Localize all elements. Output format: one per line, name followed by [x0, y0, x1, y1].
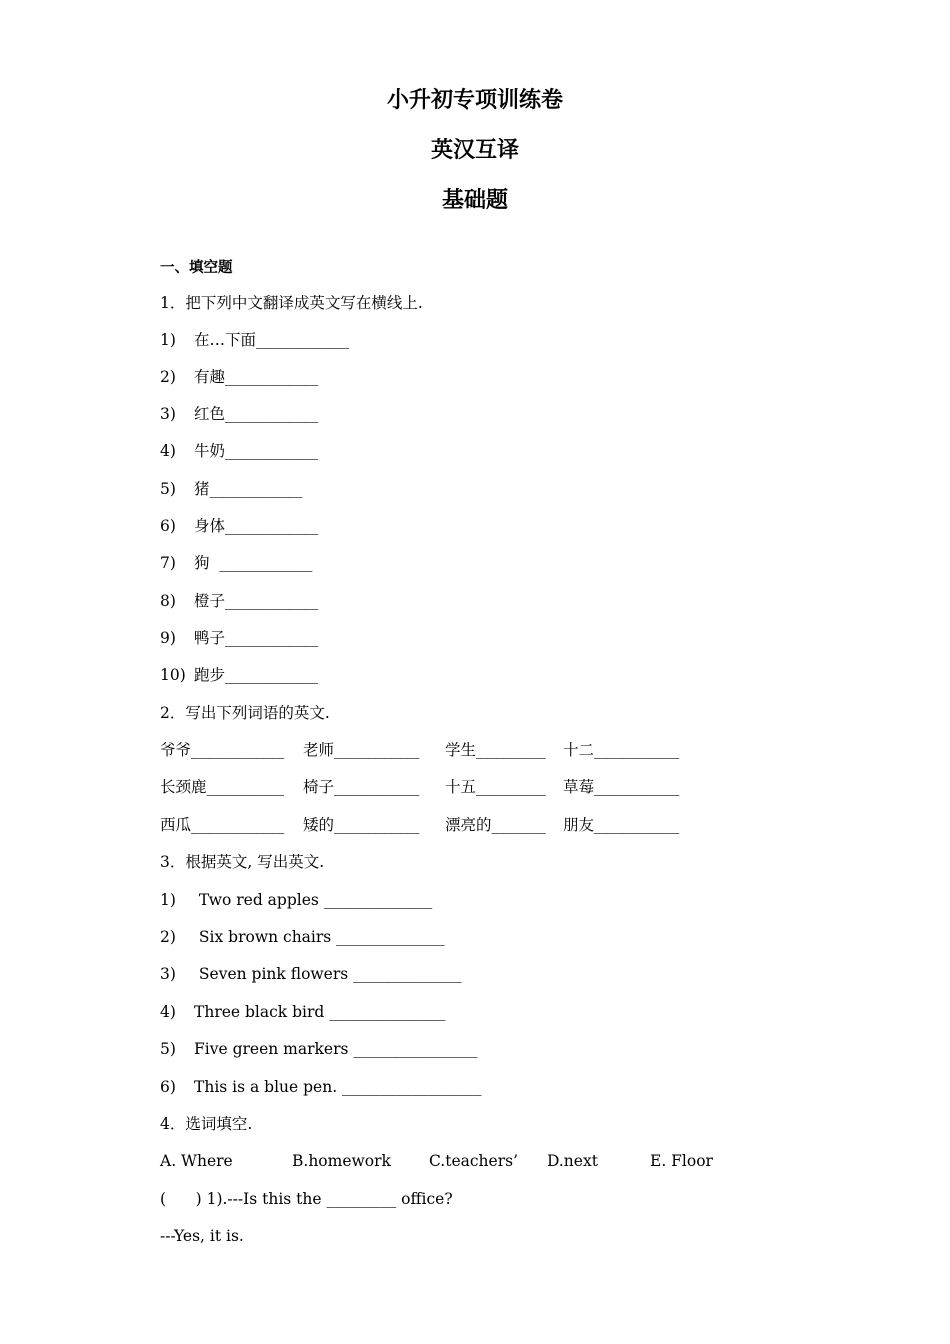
q1-item	[160, 367, 318, 387]
q1-prompt: 1．把下列中文翻译成英文写在横线上.	[160, 294, 423, 312]
item-number: 5)	[160, 480, 176, 498]
item-number: 9)	[160, 629, 176, 647]
item-text: 在…下面____________	[194, 331, 350, 349]
item-number: 6)	[160, 517, 176, 535]
item-text: 猪____________	[194, 480, 303, 498]
q3-item	[160, 927, 445, 947]
q2-cell: 十二___________	[563, 741, 680, 759]
q2-cell: 朋友___________	[563, 816, 680, 834]
q3-prompt: 3．根据英文, 写出英文.	[160, 853, 325, 871]
item-text: 红色____________	[194, 405, 319, 423]
item-text: Two red apples ______________	[194, 891, 433, 909]
q3-item	[160, 1039, 477, 1059]
item-number: 2)	[160, 368, 176, 386]
item-text: 跑步____________	[194, 666, 319, 684]
q2-cell: 长颈鹿__________	[160, 778, 285, 796]
item-text: This is a blue pen. __________________	[194, 1078, 482, 1096]
q4-answer: ---Yes, it is.	[160, 1227, 244, 1245]
doc-subtitle: 英汉互译	[430, 138, 519, 163]
item-text: 鸭子____________	[194, 629, 319, 647]
item-text: 狗 ____________	[194, 554, 313, 572]
q1-item	[160, 516, 318, 536]
item-text: 身体____________	[194, 517, 319, 535]
item-number: 6)	[160, 1078, 176, 1096]
q3-item	[160, 964, 462, 984]
q2-cell: 漂亮的_______	[445, 816, 546, 834]
q1-item	[160, 553, 312, 573]
q4-option: A. Where	[160, 1152, 233, 1170]
item-number: 7)	[160, 554, 176, 572]
item-number: 5)	[160, 1040, 176, 1058]
q2-cell: 西瓜____________	[160, 816, 285, 834]
item-number: 1)	[160, 891, 176, 909]
q3-item	[160, 1077, 482, 1097]
q2-cell: 十五_________	[445, 778, 546, 796]
q2-cell: 爷爷____________	[160, 741, 285, 759]
q1-item	[160, 591, 318, 611]
item-text: 牛奶____________	[194, 442, 319, 460]
item-text: 有趣____________	[194, 368, 319, 386]
q1-item	[160, 404, 318, 424]
item-number: 3)	[160, 405, 176, 423]
q3-item	[160, 890, 432, 910]
item-number: 4)	[160, 442, 176, 460]
item-number: 1)	[160, 331, 176, 349]
q2-prompt: 2．写出下列词语的英文.	[160, 704, 330, 722]
q3-item	[160, 1002, 446, 1022]
q4-option: E. Floor	[650, 1152, 713, 1170]
q1-item	[160, 628, 318, 648]
q1-item	[160, 479, 303, 499]
q1-item	[160, 330, 349, 350]
q2-cell: 草莓___________	[563, 778, 680, 796]
item-number: 10)	[160, 666, 186, 684]
q2-cell: 椅子___________	[303, 778, 420, 796]
doc-title: 小升初专项训练卷	[386, 88, 563, 113]
item-text: Five green markers ________________	[194, 1040, 478, 1058]
doc-level: 基础题	[441, 188, 508, 213]
q2-cell: 矮的___________	[303, 816, 420, 834]
item-text: 橙子____________	[194, 592, 319, 610]
q2-cell: 老师___________	[303, 741, 420, 759]
section-heading: 一、填空题	[160, 260, 233, 276]
item-text: Six brown chairs ______________	[194, 928, 445, 946]
q1-item	[160, 441, 318, 461]
q4-prompt: 4．选词填空.	[160, 1115, 253, 1133]
item-number: 8)	[160, 592, 176, 610]
q4-option: C.teachers’	[429, 1152, 519, 1170]
item-number: 4)	[160, 1003, 176, 1021]
item-number: 2)	[160, 928, 176, 946]
item-text: Seven pink flowers ______________	[194, 965, 462, 983]
q4-question: ( ) 1).---Is this the _________ office?	[160, 1190, 453, 1208]
item-text: Three black bird _______________	[194, 1003, 446, 1021]
q1-item	[160, 665, 318, 685]
q2-cell: 学生_________	[445, 741, 546, 759]
q4-option: D.next	[547, 1152, 598, 1170]
item-number: 3)	[160, 965, 176, 983]
q4-option: B.homework	[292, 1152, 391, 1170]
